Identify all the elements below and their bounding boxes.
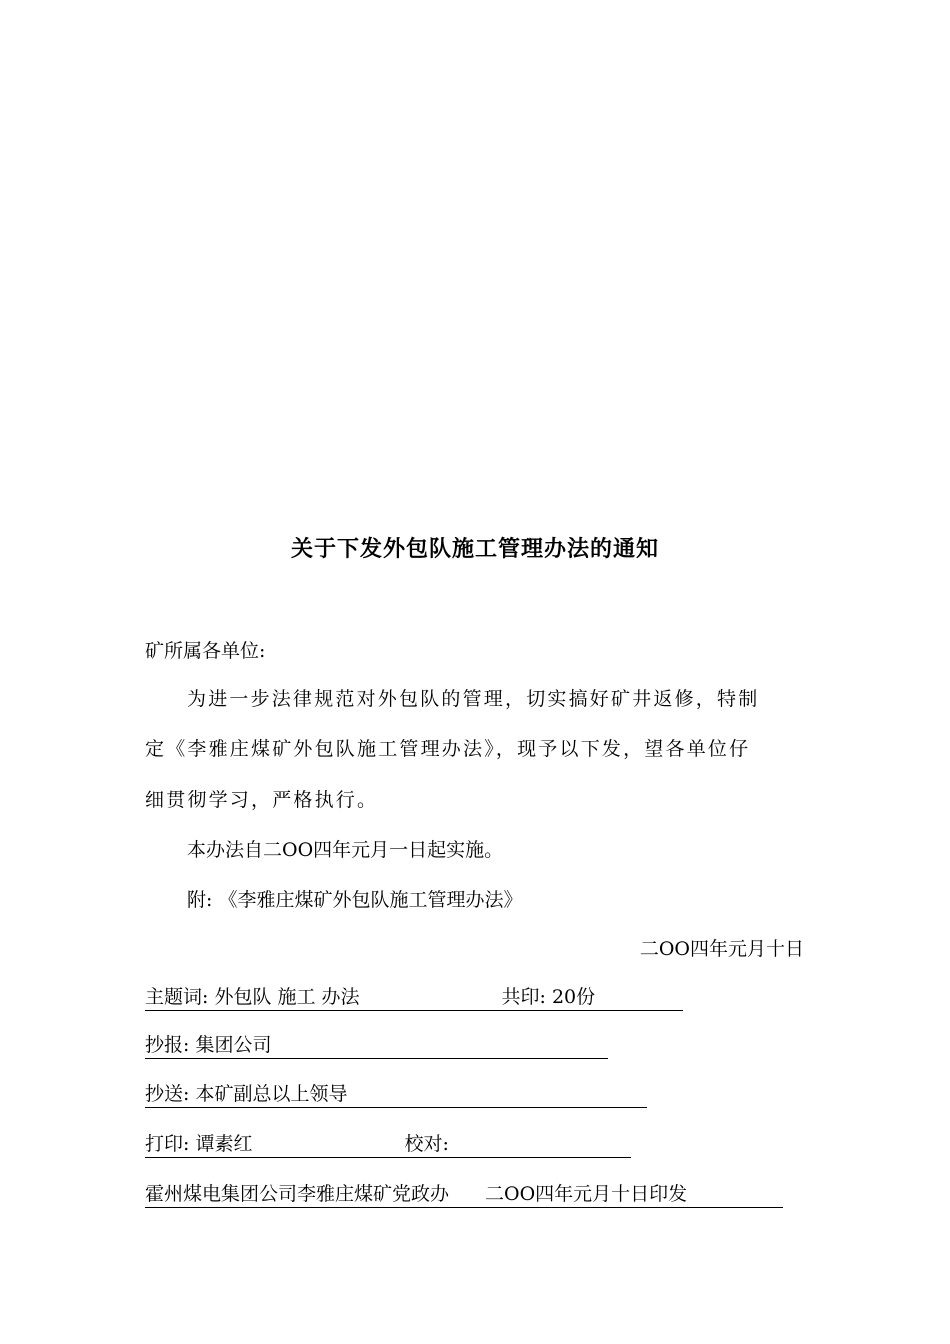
copy-to-row bbox=[145, 1081, 647, 1108]
copy-to: 抄送: 本矿副总以上领导 bbox=[145, 1083, 348, 1105]
issuer: 霍州煤电集团公司李雅庄煤矿党政办 bbox=[145, 1183, 450, 1205]
typist-proofreader-row bbox=[145, 1131, 631, 1158]
salutation: 矿所属各单位: bbox=[145, 640, 266, 662]
print-count: 共印: 20份 bbox=[501, 986, 596, 1008]
body-paragraph-line-3: 细贯彻学习，严格执行。 bbox=[145, 789, 379, 811]
report-to-row bbox=[145, 1032, 608, 1059]
report-to: 抄报: 集团公司 bbox=[145, 1034, 272, 1056]
subject-keywords: 主题词: 外包队 施工 办法 bbox=[145, 986, 360, 1008]
attachment-line: 附: 《李雅庄煤矿外包队施工管理办法》 bbox=[187, 889, 523, 911]
body-paragraph-line-1: 为进一步法律规范对外包队的管理，切实搞好矿井返修，特制 bbox=[187, 688, 760, 710]
body-paragraph-line-2: 定《李雅庄煤矿外包队施工管理办法》，现予以下发，望各单位仔 bbox=[145, 738, 751, 760]
issuer-row bbox=[145, 1181, 783, 1208]
effective-date-paragraph: 本办法自二OO四年元月一日起实施。 bbox=[187, 839, 504, 861]
signature-date: 二OO四年元月十日 bbox=[639, 938, 804, 960]
issue-date: 二OO四年元月十日印发 bbox=[485, 1183, 688, 1205]
document-title: 关于下发外包队施工管理办法的通知 bbox=[290, 536, 659, 562]
proofreader: 校对: bbox=[404, 1133, 449, 1155]
subject-keywords-row bbox=[145, 984, 683, 1011]
typist: 打印: 谭素红 bbox=[145, 1133, 253, 1155]
